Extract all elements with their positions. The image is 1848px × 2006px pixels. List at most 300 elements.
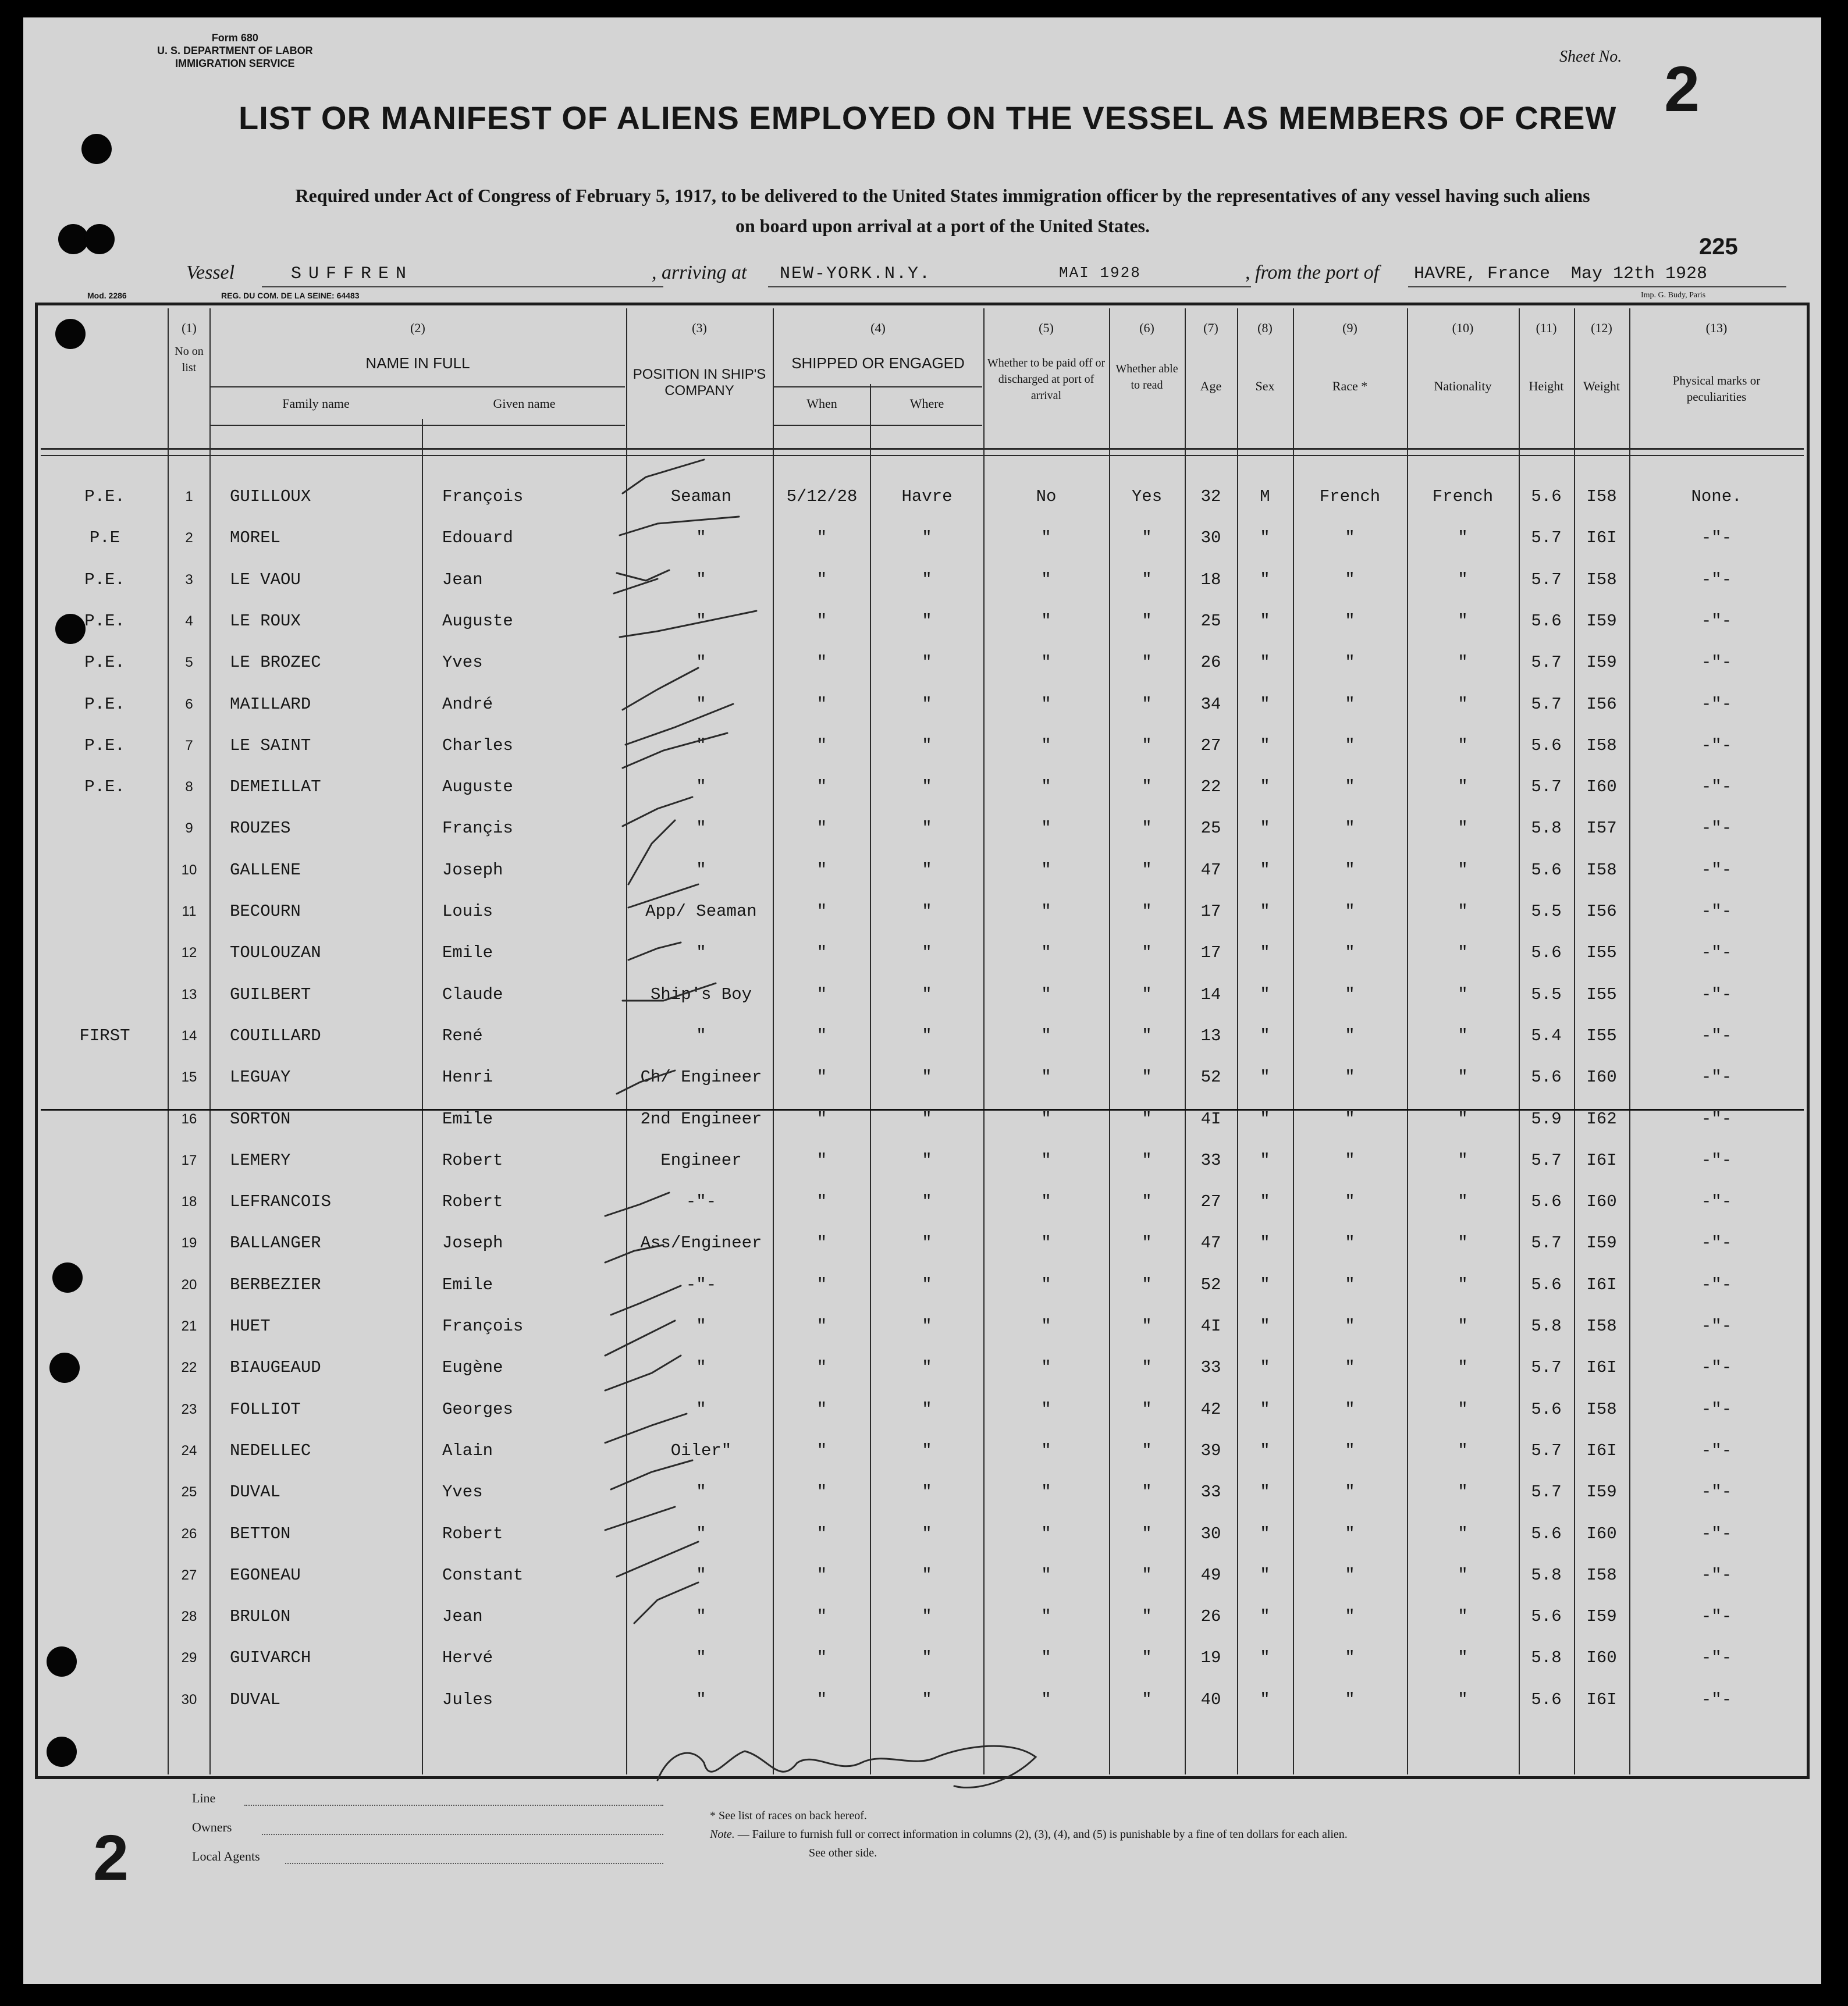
row-27-weight: I58 [1586, 1566, 1617, 1585]
row-13-nationality: " [1458, 985, 1468, 1004]
row-5-marks: -"- [1701, 653, 1732, 672]
row-13-family: GUILBERT [230, 985, 311, 1004]
row-16-sex: " [1260, 1109, 1270, 1129]
col-12-header: Weight [1583, 379, 1620, 393]
col-9-number: (9) [1342, 321, 1357, 335]
form-number: Form 680 [211, 32, 258, 44]
row-28-when: " [816, 1607, 827, 1626]
row-10-when: " [816, 860, 827, 880]
row-23-height: 5.6 [1531, 1400, 1562, 1419]
row-12-weight: I55 [1586, 943, 1617, 962]
row-14-no: 14 [181, 1028, 197, 1044]
row-12-family: TOULOUZAN [230, 943, 321, 962]
row-30-weight: I6I [1586, 1690, 1617, 1709]
row-4-age: 25 [1200, 611, 1221, 631]
row-5-position: " [696, 653, 706, 672]
row-24-paid-off: " [1041, 1441, 1051, 1460]
row-22-paid-off: " [1041, 1358, 1051, 1377]
row-17-weight: I6I [1586, 1151, 1617, 1170]
row-4-height: 5.6 [1531, 611, 1562, 631]
row-19-read: " [1142, 1233, 1152, 1253]
row-16-age: 4I [1200, 1109, 1221, 1129]
row-24-family: NEDELLEC [230, 1441, 311, 1460]
row-12-when: " [816, 943, 827, 962]
row-25-paid-off: " [1041, 1482, 1051, 1502]
row-28-marks: -"- [1701, 1607, 1732, 1626]
row-21-marks: -"- [1701, 1317, 1732, 1336]
row-20-race: " [1345, 1275, 1355, 1294]
col-13-header: Physical marks or peculiarities [1672, 374, 1761, 404]
row-20-given: Emile [442, 1275, 493, 1294]
sheet-number: 2 [1664, 54, 1700, 125]
row-16-where: " [922, 1109, 932, 1129]
row-19-weight: I59 [1586, 1233, 1617, 1253]
row-15-height: 5.6 [1531, 1068, 1562, 1087]
row-23-sex: " [1260, 1400, 1270, 1419]
row-30-when: " [816, 1690, 827, 1709]
row-2-no: 2 [185, 530, 193, 546]
sheet-label: Sheet No. [1559, 48, 1622, 66]
row-22-no: 22 [181, 1360, 197, 1375]
row-2-read: " [1142, 528, 1152, 547]
row-8-race: " [1345, 777, 1355, 796]
row-3-family: LE VAOU [230, 570, 301, 589]
col-2-number: (2) [410, 321, 425, 335]
row-7-age: 27 [1200, 736, 1221, 755]
page-title: LIST OR MANIFEST OF ALIENS EMPLOYED ON THE VESSEL AS MEMBERS OF CREW [239, 99, 1617, 136]
row-23-race: " [1345, 1400, 1355, 1419]
row-14-height: 5.4 [1531, 1026, 1562, 1045]
row-30-sex: " [1260, 1690, 1270, 1709]
row-7-given: Charles [442, 736, 513, 755]
row-1-race: French [1319, 487, 1381, 506]
row-21-position: " [696, 1317, 706, 1336]
row-13-when: " [816, 985, 827, 1004]
row-25-when: " [816, 1482, 827, 1502]
row-22-given: Eugène [442, 1358, 503, 1377]
row-1-marks: None. [1691, 487, 1742, 506]
row-4-race: " [1345, 611, 1355, 631]
row-29-paid-off: " [1041, 1648, 1051, 1667]
row-18-age: 27 [1200, 1192, 1221, 1211]
row-20-sex: " [1260, 1275, 1270, 1294]
row-7-race: " [1345, 736, 1355, 755]
row-12-where: " [922, 943, 932, 962]
row-14-read: " [1142, 1026, 1152, 1045]
row-13-marks: -"- [1701, 985, 1732, 1004]
row-6-note: P.E. [84, 695, 125, 714]
row-21-height: 5.8 [1531, 1317, 1562, 1336]
row-2-age: 30 [1200, 528, 1221, 547]
row-20-read: " [1142, 1275, 1152, 1294]
row-5-paid-off: " [1041, 653, 1051, 672]
row-16-given: Emile [442, 1109, 493, 1129]
row-22-position: " [696, 1358, 706, 1377]
row-14-marks: -"- [1701, 1026, 1732, 1045]
col-12-number: (12) [1591, 321, 1612, 335]
row-16-when: " [816, 1109, 827, 1129]
row-8-family: DEMEILLAT [230, 777, 321, 796]
subtitle-line-1: Required under Act of Congress of February 5, 1917, to be delivered to the United States immigration officer by the representatives of any vessel having such aliens [295, 185, 1590, 206]
vessel-name: SUFFREN [291, 264, 414, 284]
col-5-header: Whether to be paid off or discharged at port of arrival [987, 357, 1106, 402]
row-26-position: " [696, 1524, 706, 1543]
row-10-nationality: " [1458, 860, 1468, 880]
row-14-family: COUILLARD [230, 1026, 321, 1045]
row-3-height: 5.7 [1531, 570, 1562, 589]
row-27-no: 27 [181, 1567, 197, 1583]
row-3-where: " [922, 570, 932, 589]
row-7-no: 7 [185, 738, 193, 753]
row-19-position: Ass/Engineer [640, 1233, 762, 1253]
row-18-family: LEFRANCOIS [230, 1192, 332, 1211]
row-27-nationality: " [1458, 1566, 1468, 1585]
row-2-where: " [922, 528, 932, 547]
row-24-weight: I6I [1586, 1441, 1617, 1460]
row-11-paid-off: " [1041, 902, 1051, 921]
row-10-height: 5.6 [1531, 860, 1562, 880]
row-25-where: " [922, 1482, 932, 1502]
row-3-position: " [696, 570, 706, 589]
from-port-label: , from the port of [1245, 262, 1380, 283]
row-29-age: 19 [1200, 1648, 1221, 1667]
row-22-where: " [922, 1358, 932, 1377]
row-16-height: 5.9 [1531, 1109, 1562, 1129]
subtitle-line-2: on board upon arrival at a port of the United States. [735, 215, 1150, 236]
row-4-weight: I59 [1586, 611, 1617, 631]
row-15-when: " [816, 1068, 827, 1087]
row-7-height: 5.6 [1531, 736, 1562, 755]
row-10-marks: -"- [1701, 860, 1732, 880]
row-24-sex: " [1260, 1441, 1270, 1460]
row-25-family: DUVAL [230, 1482, 281, 1502]
row-1-note: P.E. [84, 487, 125, 506]
row-23-weight: I58 [1586, 1400, 1617, 1419]
row-11-marks: -"- [1701, 902, 1732, 921]
row-5-where: " [922, 653, 932, 672]
row-9-paid-off: " [1041, 819, 1051, 838]
service: IMMIGRATION SERVICE [175, 58, 295, 69]
row-13-height: 5.5 [1531, 985, 1562, 1004]
row-28-read: " [1142, 1607, 1152, 1626]
row-22-marks: -"- [1701, 1358, 1732, 1377]
local-agents-label: Local Agents [192, 1849, 260, 1863]
row-30-given: Jules [442, 1690, 493, 1709]
row-1-no: 1 [185, 489, 193, 504]
fine-note [710, 1828, 1348, 1841]
row-29-where: " [922, 1648, 932, 1667]
row-2-position: " [696, 528, 706, 547]
row-7-note: P.E. [84, 736, 125, 755]
row-22-height: 5.7 [1531, 1358, 1562, 1377]
row-7-nationality: " [1458, 736, 1468, 755]
row-9-when: " [816, 819, 827, 838]
row-17-when: " [816, 1151, 827, 1170]
row-3-marks: -"- [1701, 570, 1732, 589]
row-15-paid-off: " [1041, 1068, 1051, 1087]
row-26-when: " [816, 1524, 827, 1543]
row-20-no: 20 [181, 1277, 197, 1293]
row-4-marks: -"- [1701, 611, 1732, 631]
row-8-paid-off: " [1041, 777, 1051, 796]
row-19-age: 47 [1200, 1233, 1221, 1253]
row-25-marks: -"- [1701, 1482, 1732, 1502]
row-27-family: EGONEAU [230, 1566, 301, 1585]
row-30-age: 40 [1200, 1690, 1221, 1709]
row-13-position: Ship's Boy [650, 985, 752, 1004]
row-25-age: 33 [1200, 1482, 1221, 1502]
row-27-given: Constant [442, 1566, 524, 1585]
row-30-nationality: " [1458, 1690, 1468, 1709]
row-21-where: " [922, 1317, 932, 1336]
col-4-where-header: Where [909, 396, 944, 411]
row-7-read: " [1142, 736, 1152, 755]
row-23-age: 42 [1200, 1400, 1221, 1419]
col-7-header: Age [1200, 379, 1222, 393]
row-6-position: " [696, 695, 706, 714]
row-17-given: Robert [442, 1151, 503, 1170]
row-19-given: Joseph [442, 1233, 503, 1253]
row-20-position: -"- [685, 1275, 717, 1294]
row-6-paid-off: " [1041, 695, 1051, 714]
row-29-weight: I60 [1586, 1648, 1617, 1667]
row-16-marks: -"- [1701, 1109, 1732, 1129]
row-21-when: " [816, 1317, 827, 1336]
row-26-read: " [1142, 1524, 1152, 1543]
row-26-height: 5.6 [1531, 1524, 1562, 1543]
row-9-marks: -"- [1701, 819, 1732, 838]
row-4-nationality: " [1458, 611, 1468, 631]
row-14-note: FIRST [79, 1026, 130, 1045]
row-4-note: P.E. [84, 611, 125, 631]
row-10-no: 10 [181, 862, 197, 878]
col-9-header: Race * [1332, 379, 1368, 393]
row-14-when: " [816, 1026, 827, 1045]
row-3-note: P.E. [84, 570, 125, 589]
departure-date: May 12th 1928 [1571, 264, 1708, 284]
row-14-given: René [442, 1026, 483, 1045]
row-6-read: " [1142, 695, 1152, 714]
row-22-age: 33 [1200, 1358, 1221, 1377]
row-10-paid-off: " [1041, 860, 1051, 880]
row-16-race: " [1345, 1109, 1355, 1129]
manifest-page [23, 17, 1821, 1984]
col-10-number: (10) [1452, 321, 1474, 335]
row-1-weight: I58 [1586, 487, 1617, 506]
arrival-port: NEW-YORK.N.Y. [780, 264, 932, 284]
col-4-header: SHIPPED OR ENGAGED [791, 354, 965, 372]
row-19-where: " [922, 1233, 932, 1253]
department: U. S. DEPARTMENT OF LABOR [157, 45, 313, 56]
row-10-weight: I58 [1586, 860, 1617, 880]
row-5-age: 26 [1200, 653, 1221, 672]
row-21-weight: I58 [1586, 1317, 1617, 1336]
row-14-position: " [696, 1026, 706, 1045]
row-8-weight: I60 [1586, 777, 1617, 796]
row-20-paid-off: " [1041, 1275, 1051, 1294]
row-12-position: " [696, 943, 706, 962]
row-26-sex: " [1260, 1524, 1270, 1543]
row-26-marks: -"- [1701, 1524, 1732, 1543]
row-23-family: FOLLIOT [230, 1400, 301, 1419]
row-15-age: 52 [1200, 1068, 1221, 1087]
row-5-given: Yves [442, 653, 483, 672]
row-6-race: " [1345, 695, 1355, 714]
row-24-position: Oiler" [670, 1441, 732, 1460]
row-3-paid-off: " [1041, 570, 1051, 589]
row-30-family: DUVAL [230, 1690, 281, 1709]
row-19-height: 5.7 [1531, 1233, 1562, 1253]
row-6-when: " [816, 695, 827, 714]
row-6-given: André [442, 695, 493, 714]
row-1-age: 32 [1200, 487, 1221, 506]
row-25-position: " [696, 1482, 706, 1502]
row-12-sex: " [1260, 943, 1270, 962]
row-30-race: " [1345, 1690, 1355, 1709]
row-11-height: 5.5 [1531, 902, 1562, 921]
row-5-height: 5.7 [1531, 653, 1562, 672]
row-2-family: MOREL [230, 528, 281, 547]
row-21-race: " [1345, 1317, 1355, 1336]
row-18-paid-off: " [1041, 1192, 1051, 1211]
row-7-marks: -"- [1701, 736, 1732, 755]
row-17-height: 5.7 [1531, 1151, 1562, 1170]
row-11-when: " [816, 902, 827, 921]
row-30-read: " [1142, 1690, 1152, 1709]
row-5-nationality: " [1458, 653, 1468, 672]
row-10-race: " [1345, 860, 1355, 880]
row-28-family: BRULON [230, 1607, 291, 1626]
arriving-label: , arriving at [652, 262, 747, 283]
row-17-position: Engineer [660, 1151, 742, 1170]
row-15-where: " [922, 1068, 932, 1087]
col-1-header: No on list [175, 345, 204, 374]
row-22-sex: " [1260, 1358, 1270, 1377]
row-6-marks: -"- [1701, 695, 1732, 714]
row-18-height: 5.6 [1531, 1192, 1562, 1211]
row-11-no: 11 [182, 904, 197, 919]
row-22-weight: I6I [1586, 1358, 1617, 1377]
row-22-race: " [1345, 1358, 1355, 1377]
row-6-family: MAILLARD [230, 695, 311, 714]
row-28-age: 26 [1200, 1607, 1221, 1626]
row-9-weight: I57 [1586, 819, 1617, 838]
footer-sheet-number: 2 [93, 1822, 129, 1894]
row-9-family: ROUZES [230, 819, 291, 838]
row-10-where: " [922, 860, 932, 880]
row-21-given: François [442, 1317, 524, 1336]
row-10-position: " [696, 860, 706, 880]
row-20-weight: I6I [1586, 1275, 1617, 1294]
row-5-sex: " [1260, 653, 1270, 672]
row-24-when: " [816, 1441, 827, 1460]
row-5-read: " [1142, 653, 1152, 672]
row-12-height: 5.6 [1531, 943, 1562, 962]
row-9-position: " [696, 819, 706, 838]
col-6-number: (6) [1139, 321, 1154, 335]
line-label: Line [192, 1791, 216, 1805]
row-8-read: " [1142, 777, 1152, 796]
row-3-race: " [1345, 570, 1355, 589]
row-11-sex: " [1260, 902, 1270, 921]
row-29-nationality: " [1458, 1648, 1468, 1667]
row-30-paid-off: " [1041, 1690, 1051, 1709]
row-2-marks: -"- [1701, 528, 1732, 547]
row-1-where: Havre [901, 487, 953, 506]
row-1-nationality: French [1432, 487, 1494, 506]
row-4-read: " [1142, 611, 1152, 631]
row-24-marks: -"- [1701, 1441, 1732, 1460]
row-29-race: " [1345, 1648, 1355, 1667]
row-17-race: " [1345, 1151, 1355, 1170]
row-2-weight: I6I [1586, 528, 1617, 547]
row-29-height: 5.8 [1531, 1648, 1562, 1667]
row-17-read: " [1142, 1151, 1152, 1170]
col-2-given-header: Given name [493, 396, 556, 411]
row-16-family: SORTON [230, 1109, 291, 1129]
row-19-paid-off: " [1041, 1233, 1051, 1253]
row-13-no: 13 [181, 987, 197, 1002]
row-28-where: " [922, 1607, 932, 1626]
row-2-race: " [1345, 528, 1355, 547]
row-6-weight: I56 [1586, 695, 1617, 714]
row-28-sex: " [1260, 1607, 1270, 1626]
from-port: HAVRE, France [1414, 264, 1551, 284]
row-6-sex: " [1260, 695, 1270, 714]
row-26-race: " [1345, 1524, 1355, 1543]
row-8-given: Auguste [442, 777, 513, 796]
row-23-no: 23 [181, 1402, 197, 1417]
row-8-height: 5.7 [1531, 777, 1562, 796]
row-9-race: " [1345, 819, 1355, 838]
row-26-age: 30 [1200, 1524, 1221, 1543]
row-28-given: Jean [442, 1607, 483, 1626]
row-18-position: -"- [685, 1192, 717, 1211]
col-10-header: Nationality [1434, 379, 1492, 393]
row-29-given: Hervé [442, 1648, 493, 1667]
row-8-nationality: " [1458, 777, 1468, 796]
row-8-no: 8 [185, 779, 193, 795]
row-5-weight: I59 [1586, 653, 1617, 672]
row-1-given: François [442, 487, 524, 506]
row-19-nationality: " [1458, 1233, 1468, 1253]
row-21-family: HUET [230, 1317, 271, 1336]
row-9-nationality: " [1458, 819, 1468, 838]
row-28-position: " [696, 1607, 706, 1626]
row-16-no: 16 [181, 1111, 197, 1127]
row-11-age: 17 [1200, 902, 1221, 921]
row-28-no: 28 [181, 1609, 197, 1624]
row-20-marks: -"- [1701, 1275, 1732, 1294]
row-26-paid-off: " [1041, 1524, 1051, 1543]
row-21-read: " [1142, 1317, 1152, 1336]
row-18-read: " [1142, 1192, 1152, 1211]
row-29-read: " [1142, 1648, 1152, 1667]
row-28-weight: I59 [1586, 1607, 1617, 1626]
row-7-paid-off: " [1041, 736, 1051, 755]
row-26-given: Robert [442, 1524, 503, 1543]
owners-label: Owners [192, 1820, 232, 1834]
row-24-where: " [922, 1441, 932, 1460]
row-25-no: 25 [181, 1484, 197, 1500]
row-4-where: " [922, 611, 932, 631]
row-11-read: " [1142, 902, 1152, 921]
row-8-age: 22 [1200, 777, 1221, 796]
row-10-sex: " [1260, 860, 1270, 880]
row-11-where: " [922, 902, 932, 921]
row-30-height: 5.6 [1531, 1690, 1562, 1709]
row-18-where: " [922, 1192, 932, 1211]
